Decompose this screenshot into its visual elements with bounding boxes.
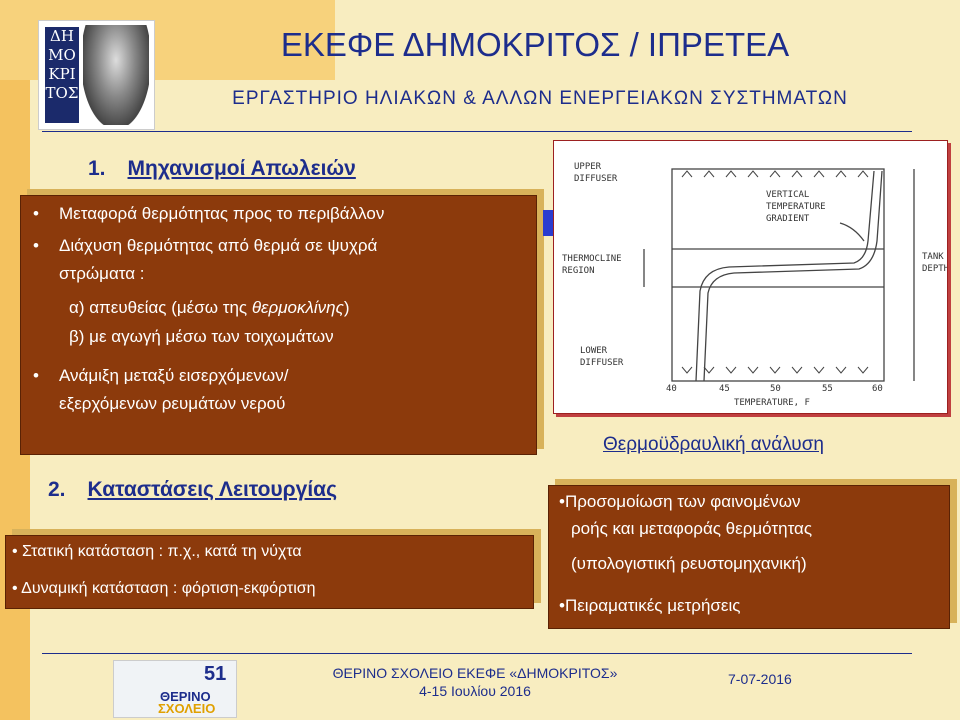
operation-states-box xyxy=(5,535,534,609)
list-item: • Μεταφορά θερμότητας προς το περιβάλλον xyxy=(33,204,385,223)
figure-caption: Θερμοϋδραυλική ανάλυση xyxy=(603,434,824,455)
list-item: • Ανάμιξη μεταξύ εισερχόμενων/ xyxy=(33,366,289,385)
gradient-leader xyxy=(840,223,864,241)
logo-letters: ΔΗ ΜΟ ΚΡΙ ΤΟΣ xyxy=(45,27,79,102)
demokritos-logo xyxy=(38,20,155,130)
tick-label: 55 xyxy=(822,384,833,394)
loss-mechanisms-box xyxy=(20,195,537,455)
footer-divider xyxy=(42,653,912,654)
list-subitem: (υπολογιστική ρευστομηχανική) xyxy=(571,554,807,573)
list-item: •Προσομοίωση των φαινομένων xyxy=(559,492,801,511)
footer-school-name: ΘΕΡΙΝΟ ΣΧΟΛΕΙΟ ΕΚΕΦΕ «ΔΗΜΟΚΡΙΤΟΣ» xyxy=(332,665,618,681)
page-subtitle: ΕΡΓΑΣΤΗΡΙΟ ΗΛΙΑΚΩΝ & ΑΛΛΩΝ ΕΝΕΡΓΕΙΑΚΩΝ ΣΥΣΤΗΜΑΤΩΝ xyxy=(232,88,848,109)
label-lower: LOWER xyxy=(580,346,608,356)
tick-label: 50 xyxy=(770,384,781,394)
list-item: • Στατική κατάσταση : π.χ., κατά τη νύχτα xyxy=(12,543,302,560)
section1-heading xyxy=(88,157,356,181)
tank-outline xyxy=(672,169,884,381)
logo-number: 51 xyxy=(204,663,227,685)
page-title: ΕΚΕΦΕ ΔΗΜΟΚΡΙΤΟΣ / ΙΠΡΕΤΕΑ xyxy=(280,26,790,63)
label-temperature: TEMPERATURE xyxy=(766,202,826,212)
analysis-box xyxy=(548,485,950,629)
logo-word2: ΣΧΟΛΕΙΟ xyxy=(158,701,216,716)
label-thermocline: THERMOCLINE xyxy=(562,254,622,264)
label-region: REGION xyxy=(562,266,595,276)
list-item-continuation: ροής και μεταφοράς θερμότητας xyxy=(571,519,813,538)
logo-vertical-text xyxy=(45,27,79,123)
section1-title: Μηχανισμοί Απωλειών xyxy=(127,157,356,180)
list-subitem: β) με αγωγή μέσω των τοιχωμάτων xyxy=(69,327,334,346)
list-item: • Δυναμική κατάσταση : φόρτιση-εκφόρτιση xyxy=(12,580,316,597)
upper-diffuser-marks xyxy=(682,171,868,177)
label-tank: TANK xyxy=(922,252,944,262)
logo-word1: ΘΕΡΙΝΟ xyxy=(160,689,211,704)
section2-heading xyxy=(48,478,337,502)
summer-school-logo xyxy=(113,660,237,718)
section1-number: 1. xyxy=(88,157,106,180)
tick-label: 45 xyxy=(719,384,730,394)
footer-school-dates: 4-15 Ιουλίου 2016 xyxy=(419,683,531,699)
bust-image xyxy=(83,25,149,125)
label-lower-diffuser: DIFFUSER xyxy=(580,358,624,368)
thermocline-diagram xyxy=(553,140,948,414)
tick-label: 40 xyxy=(666,384,677,394)
list-subitem: α) απευθείας (μέσω της θερμοκλίνης) xyxy=(69,298,350,317)
footer-date: 7-07-2016 xyxy=(728,671,792,687)
section2-title: Καταστάσεις Λειτουργίας xyxy=(87,478,337,501)
list-item-continuation: στρώματα : xyxy=(59,264,145,283)
x-axis-label: TEMPERATURE, F xyxy=(734,398,810,408)
label-gradient: GRADIENT xyxy=(766,214,810,224)
label-diffuser: DIFFUSER xyxy=(574,174,618,184)
label-depth: DEPTH xyxy=(922,264,947,274)
list-item-continuation: εξερχόμενων ρευμάτων νερού xyxy=(59,394,286,413)
footer-school xyxy=(300,664,650,700)
lower-diffuser-marks xyxy=(682,367,868,373)
italic-term: θερμοκλίνης xyxy=(251,298,344,317)
section2-number: 2. xyxy=(48,478,66,501)
label-vertical: VERTICAL xyxy=(766,190,810,200)
diagram-svg xyxy=(554,141,947,413)
header-divider xyxy=(42,131,912,132)
list-item: • Διάχυση θερμότητας από θερμά σε ψυχρά xyxy=(33,236,378,255)
list-item: •Πειραματικές μετρήσεις xyxy=(559,596,741,615)
label-upper: UPPER xyxy=(574,162,602,172)
tick-label: 60 xyxy=(872,384,883,394)
